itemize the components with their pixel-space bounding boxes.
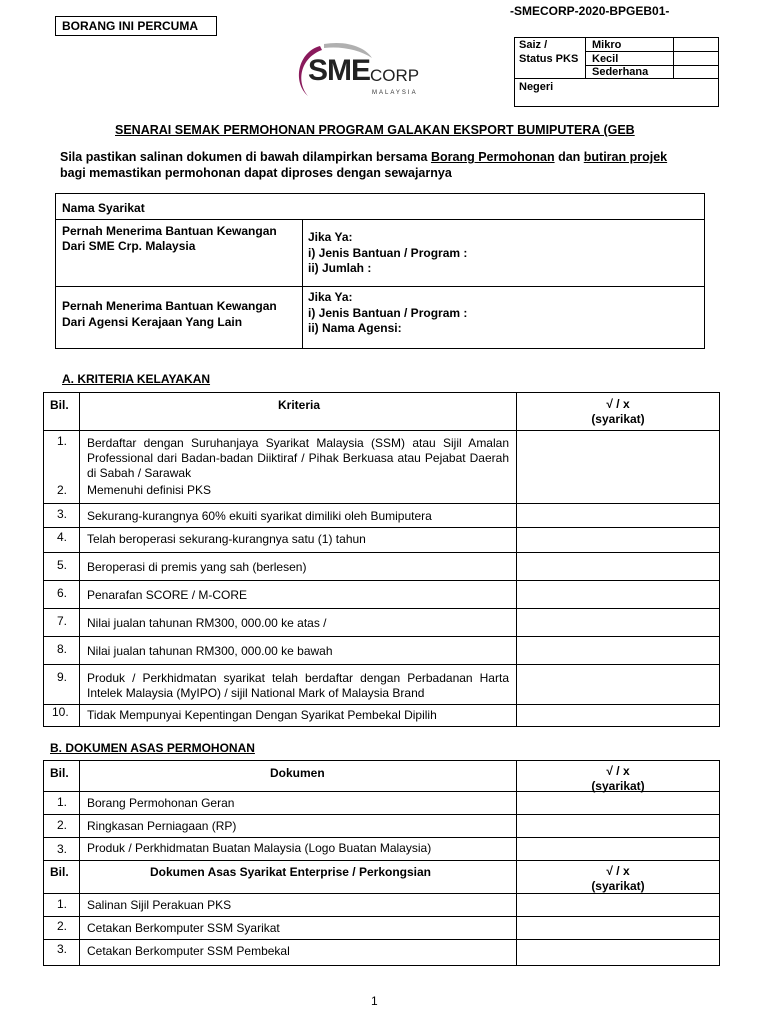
enterprise-header-dokumen: Dokumen Asas Syarikat Enterprise / Perkongsian — [150, 865, 431, 879]
instruction-line1: Sila pastikan salinan dokumen di bawah dilampirkan bersama Borang Permohonan dan butiran projek — [60, 150, 668, 164]
documents-header-bil: Bil. — [50, 766, 69, 780]
documents-row-2-bil: 2. — [57, 818, 68, 832]
criteria-row-3-bil: 3. — [57, 507, 68, 521]
criteria-row-10-text: Tidak Mempunyai Kepentingan Dengan Syarikat Pembekal Dipilih — [87, 708, 437, 722]
criteria-header-bil: Bil. — [50, 398, 69, 412]
criteria-row-7-bil: 7. — [57, 614, 68, 628]
free-form-box — [55, 16, 217, 36]
criteria-header-kriteria: Kriteria — [278, 398, 321, 412]
page-title: SENARAI SEMAK PERMOHONAN PROGRAM GALAKAN EKSPORT BUMIPUTERA (GEB — [115, 123, 635, 137]
enterprise-row-3-bil: 3. — [57, 942, 68, 956]
logo-text-country: MALAYSIA — [372, 90, 418, 96]
enterprise-row-2-bil: 2. — [57, 919, 68, 933]
sme-answer-if-yes: Jika Ya: — [308, 230, 353, 244]
nama-syarikat-label: Nama Syarikat — [62, 201, 145, 215]
negeri-label: Negeri — [519, 81, 554, 93]
criteria-row-7-text: Nilai jualan tahunan RM300, 000.00 ke atas / — [87, 616, 327, 630]
documents-row-3-text: Produk / Perkhidmatan Buatan Malaysia (Logo Buatan Malaysia) — [87, 841, 432, 855]
enterprise-header-check: √ / x — [606, 864, 630, 878]
instruction-line2: bagi memastikan permohonan dapat diproses dengan sewajarnya — [60, 166, 452, 180]
criteria-row-4-bil: 4. — [57, 530, 68, 544]
criteria-row-4-text: Telah beroperasi sekurang-kurangnya satu (1) tahun — [87, 532, 366, 546]
criteria-row-3-text: Sekurang-kurangnya 60% ekuiti syarikat dimiliki oleh Bumiputera — [87, 509, 432, 523]
saiz-label: Saiz / — [519, 39, 548, 51]
agency-question-line2: Dari Agensi Kerajaan Yang Lain — [62, 315, 243, 329]
criteria-row-8-text: Nilai jualan tahunan RM300, 000.00 ke bawah — [87, 644, 333, 658]
status-pks-label: Status PKS — [519, 53, 579, 65]
section-b-title: B. DOKUMEN ASAS PERMOHONAN — [50, 741, 255, 755]
enterprise-header-check-sub: (syarikat) — [591, 879, 645, 893]
criteria-row-1-bil: 1. — [57, 434, 68, 448]
enterprise-row-1-bil: 1. — [57, 897, 68, 911]
option-mikro: Mikro — [592, 39, 622, 51]
documents-row-2-text: Ringkasan Perniagaan (RP) — [87, 819, 237, 833]
criteria-row-2-bil: 2. — [57, 483, 68, 497]
sme-answer-program: i) Jenis Bantuan / Program : — [308, 246, 468, 260]
enterprise-header-bil: Bil. — [50, 865, 69, 879]
documents-header-check-sub: (syarikat) — [591, 779, 645, 793]
agency-answer-program: i) Jenis Bantuan / Program : — [308, 306, 468, 320]
enterprise-row-2-text: Cetakan Berkomputer SSM Syarikat — [87, 921, 280, 935]
sme-answer-amount: ii) Jumlah : — [308, 261, 372, 275]
criteria-header-check-sub: (syarikat) — [591, 412, 645, 426]
documents-row-3-bil: 3. — [57, 842, 68, 856]
sme-question-line1: Pernah Menerima Bantuan Kewangan — [62, 224, 277, 238]
enterprise-row-1-text: Salinan Sijil Perakuan PKS — [87, 898, 232, 912]
agency-answer-name: ii) Nama Agensi: — [308, 321, 402, 335]
smecorp-logo — [290, 38, 430, 104]
documents-row-1-bil: 1. — [57, 795, 68, 809]
free-form-label: BORANG INI PERCUMA — [62, 19, 199, 33]
option-kecil: Kecil — [592, 53, 619, 65]
logo-text-main: SME — [308, 54, 371, 87]
section-a-title: A. KRITERIA KELAYAKAN — [62, 372, 211, 386]
criteria-row-10-bil: 10. — [52, 705, 69, 719]
documents-header-dokumen: Dokumen — [270, 766, 325, 780]
documents-header-check: √ / x — [606, 764, 630, 778]
agency-question-line1: Pernah Menerima Bantuan Kewangan — [62, 299, 277, 313]
criteria-row-9-bil: 9. — [57, 670, 68, 684]
option-sederhana: Sederhana — [592, 66, 649, 78]
page-number: 1 — [371, 994, 378, 1008]
criteria-row-9-text: Produk / Perkhidmatan syarikat telah berdaftar dengan Perbadanan Harta Intelek Malaysia (MyIPO) / sijil National Mark of Malaysia Brand — [87, 671, 509, 700]
criteria-header-check: √ / x — [606, 397, 630, 411]
criteria-row-1-text: Berdaftar dengan Suruhanjaya Syarikat Malaysia (SSM) atau Sijil Amalan Professional dari Badan-badan Diiktiraf / Pihak Berkuasa atau Pejabat Daerah di Sabah / Sarawak — [87, 436, 509, 480]
criteria-row-8-bil: 8. — [57, 642, 68, 656]
agency-answer-if-yes: Jika Ya: — [308, 290, 353, 304]
enterprise-row-3-text: Cetakan Berkomputer SSM Pembekal — [87, 944, 290, 958]
criteria-row-5-text: Beroperasi di premis yang sah (berlesen) — [87, 560, 307, 574]
criteria-row-2-text: Memenuhi definisi PKS — [87, 483, 212, 497]
criteria-row-6-text: Penarafan SCORE / M-CORE — [87, 588, 248, 602]
logo-text-sub: CORP — [370, 66, 420, 85]
sme-question-line2: Dari SME Crp. Malaysia — [62, 239, 196, 253]
criteria-row-5-bil: 5. — [57, 558, 68, 572]
document-code: -SMECORP-2020-BPGEB01- — [510, 4, 670, 18]
criteria-row-6-bil: 6. — [57, 586, 68, 600]
documents-row-1-text: Borang Permohonan Geran — [87, 796, 235, 810]
